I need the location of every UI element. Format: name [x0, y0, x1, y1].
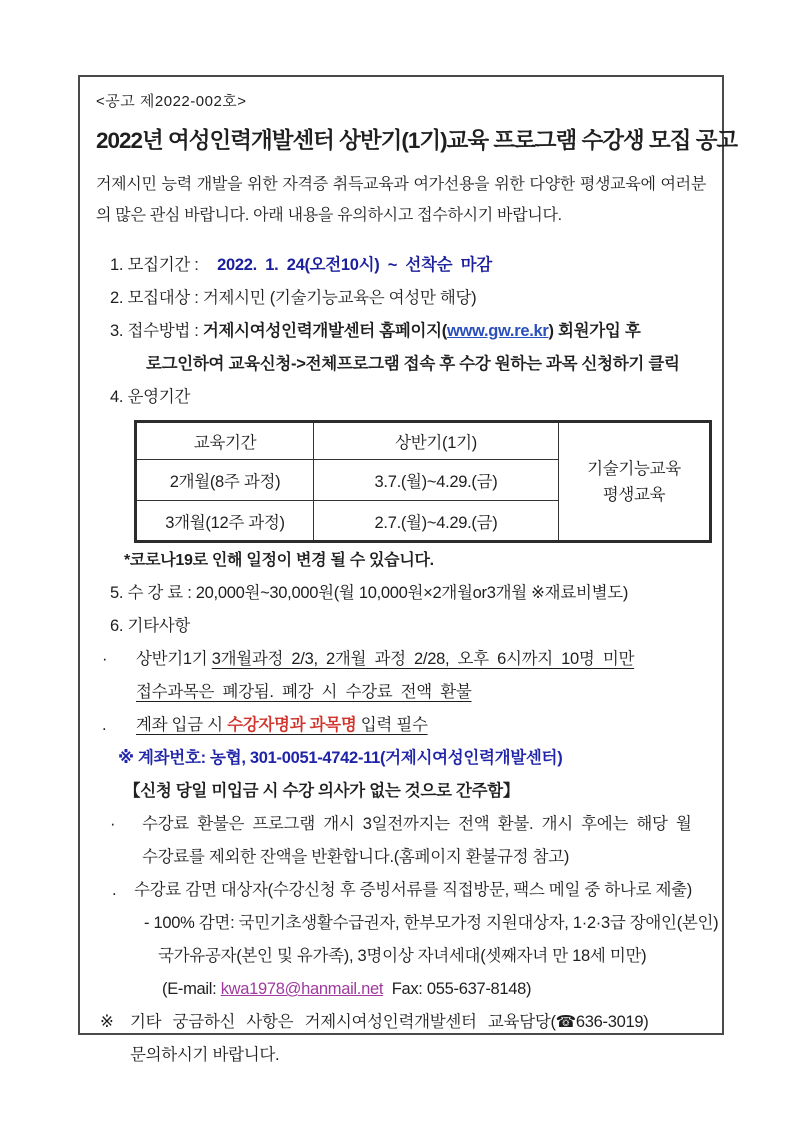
notice-document [78, 75, 738, 1064]
bullet-dot-icon: · [110, 815, 116, 833]
account-number-text: ※ 계좌번호: 농협, 301-0051-4742-11(거제시여성인력개발센터) [118, 749, 563, 767]
reduction-text: 수강료 감면 대상자(수강신청 후 증빙서류를 직접방문, 팩스 메일 중 하나로 제출) [134, 881, 692, 899]
table-cell-dates-3month: 2.7.(월)~4.29.(금) [314, 501, 559, 542]
operation-period-table [134, 420, 712, 543]
closure-prefix: 상반기1기 [136, 650, 212, 668]
target-label: 2. 모집대상 : [110, 289, 199, 307]
deposit-highlight: 수강자명과 과목명 [227, 716, 357, 734]
website-link[interactable]: www.gw.re.kr [446, 322, 549, 340]
target-value: 거제시민 (기술기능교육은 여성만 해당) [202, 289, 477, 307]
deposit-after: 입력 필수 [356, 716, 428, 734]
covid-note: *코로나19로 인해 일정이 변경 될 수 있습니다. [124, 552, 434, 569]
inquiry-text-line1: 기타 궁금하신 사항은 거제시여성인력개발센터 교육담당(☎636-3019) [130, 1013, 649, 1031]
apply-text-before-link: 거제시여성인력개발센터 홈페이지( [202, 322, 447, 340]
item-recruit-period [96, 249, 706, 282]
dash-icon: - [144, 914, 150, 932]
closure-rule-line2 [96, 676, 706, 709]
item-etc-label: 6. 기타사항 [110, 617, 191, 635]
bullet-period-icon: . [102, 716, 107, 734]
table-merged-category-cell [559, 422, 711, 542]
full-reduction-text-line2: 국가유공자(본인 및 유가족), 3명이상 자녀세대(셋째자녀 만 18세 미만) [158, 947, 647, 965]
apply-text-line2: 로그인하여 교육신청->전체프로그램 접속 후 수강 원하는 과목 신청하기 클릭 [146, 355, 680, 373]
intro-paragraph: 거제시민 능력 개발을 위한 자격증 취득교육과 여가선용을 위한 다양한 평생교육에 여러분의 많은 관심 바랍니다. 아래 내용을 유의하시고 접수하시기 바랍니다. [96, 176, 706, 224]
closure-rule-line1 [96, 643, 706, 676]
document-number: <공고 제2022-002호> [96, 93, 247, 110]
page-title: 2022년 여성인력개발센터 상반기(1기)교육 프로그램 수강생 모집 공고 [96, 128, 738, 153]
no-deposit-text: 【신청 당일 미입금 시 수강 의사가 없는 것으로 간주함】 [124, 782, 520, 800]
table-cell-dates-2month: 3.7.(월)~4.29.(금) [314, 460, 559, 501]
full-reduction-text-line1: 100% 감면: 국민기초생활수급권자, 한부모가정 지원대상자, 1·2·3급 장애인(본인) [153, 914, 719, 932]
closure-underline1: 3개월과정 2/3, 2개월 과정 2/28, 오후 6시까지 10명 미만 [211, 650, 635, 668]
refund-text-line2: 수강료를 제외한 잔액을 반환합니다.(홈페이지 환불규정 참고) [142, 848, 570, 866]
item-target [96, 282, 706, 315]
refund-line1 [96, 808, 706, 841]
bullet-dot-icon: · [102, 650, 108, 668]
apply-text-after-link: ) 회원가입 후 [548, 322, 641, 340]
full-reduction-line1 [96, 907, 719, 940]
item-fee: 5. 수 강 료 : 20,000원~30,000원(월 10,000원×2개월or3개월 ※재료비별도) [110, 584, 629, 602]
no-deposit-warning [96, 775, 706, 808]
deposit-text [136, 716, 428, 734]
account-number-line [96, 742, 706, 775]
bullet-period-icon: . [112, 881, 117, 899]
full-reduction-line2 [96, 940, 706, 973]
table-header-edu-period: 교육기간 [136, 422, 314, 460]
item-apply-line1 [96, 315, 706, 348]
recruit-period-label: 1. 모집기간 : [110, 256, 199, 274]
item-apply-line2 [96, 348, 706, 381]
recruit-period-value: 2022. 1. 24(오전10시) ~ 선착순 마감 [217, 256, 492, 274]
inquiry-line2 [96, 1039, 706, 1072]
reference-mark-icon: ※ [100, 1013, 114, 1031]
table-header-row [136, 422, 711, 460]
refund-text-line1: 수강료 환불은 프로그램 개시 3일전까지는 전액 환불. 개시 후에는 해당 월 [142, 815, 692, 833]
table-cell-course-2month: 2개월(8주 과정) [136, 460, 314, 501]
contact-line [96, 973, 706, 1006]
closure-underline2: 접수과목은 폐강됨. 폐강 시 수강료 전액 환불 [136, 683, 472, 701]
refund-line2 [96, 841, 706, 874]
table-header-first-half: 상반기(1기) [314, 422, 559, 460]
table-cell-course-3month: 3개월(12주 과정) [136, 501, 314, 542]
apply-label: 3. 접수방법 : [110, 322, 199, 340]
item-operation-label: 4. 운영기간 [110, 388, 191, 406]
contact-after-email: Fax: 055-637-8148) [383, 980, 532, 998]
deposit-before: 계좌 입금 시 [136, 716, 228, 734]
inquiry-text-line2: 문의하시기 바랍니다. [130, 1046, 280, 1064]
deposit-rule [96, 709, 706, 742]
merged-cell-line1: 기술기능교육 [587, 459, 681, 478]
inquiry-line1 [96, 1006, 706, 1039]
contact-before-email: (E-mail: [162, 980, 221, 998]
reduction-line [96, 874, 706, 907]
email-link[interactable]: kwa1978@hanmail.net [220, 980, 384, 998]
merged-cell-line2: 평생교육 [602, 485, 666, 504]
